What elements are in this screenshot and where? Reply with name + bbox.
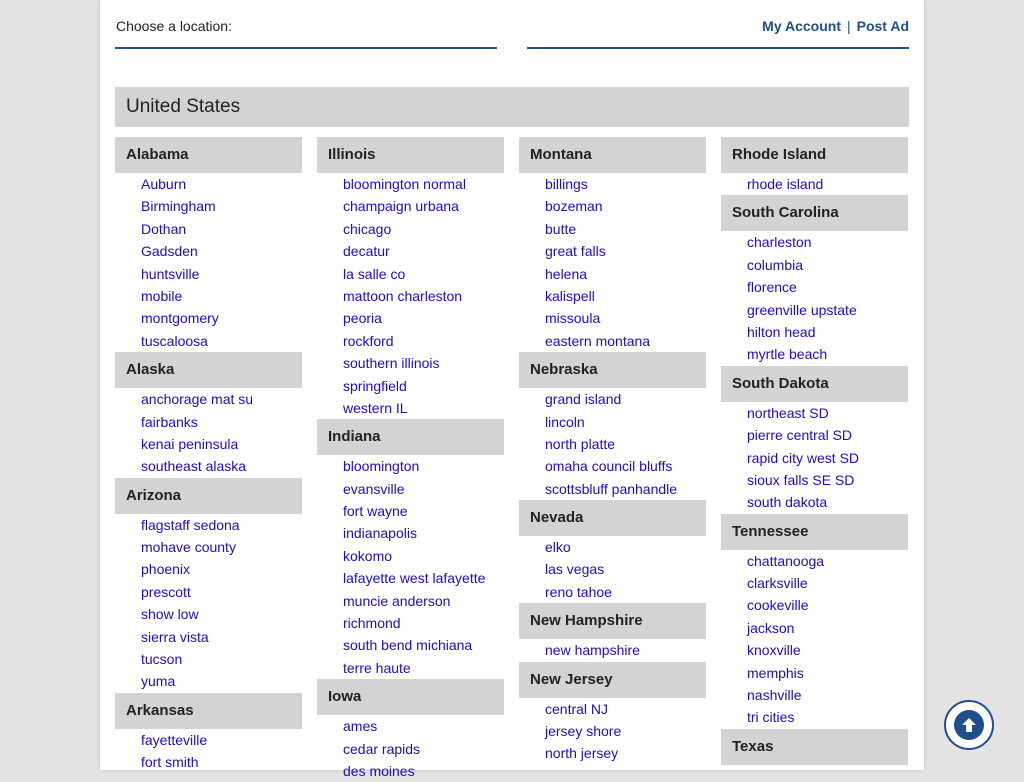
city-list	[317, 173, 504, 419]
city-list	[519, 536, 706, 603]
city-link[interactable]: bozeman	[545, 198, 603, 215]
city-link[interactable]: Auburn	[141, 176, 187, 192]
city-link[interactable]: jackson	[747, 619, 795, 636]
state-heading: Alabama	[115, 137, 302, 173]
city-list-item	[115, 670, 302, 692]
state-heading: Alaska	[115, 352, 302, 388]
account-bar	[527, 0, 909, 49]
city-list-item	[519, 639, 706, 661]
city-list-item	[721, 321, 908, 343]
state-heading: New Jersey	[519, 662, 706, 698]
city-link[interactable]: south bend michiana	[343, 637, 473, 654]
city-link[interactable]: yuma	[141, 673, 176, 690]
city-list-item	[721, 662, 908, 684]
city-link[interactable]: pierre central SD	[747, 427, 853, 444]
city-link[interactable]: cedar rapids	[343, 740, 421, 757]
city-link[interactable]: fort wayne	[343, 503, 408, 520]
city-link[interactable]: new hampshire	[545, 642, 640, 659]
city-list-item	[317, 330, 504, 352]
city-link[interactable]: columbia	[747, 256, 804, 273]
city-list	[317, 455, 504, 679]
city-list-item	[519, 581, 706, 603]
city-link[interactable]: montgomery	[141, 310, 219, 327]
city-list-item	[721, 572, 908, 594]
city-link[interactable]: elko	[545, 539, 571, 556]
city-list-item	[721, 684, 908, 706]
city-link[interactable]: las vegas	[545, 561, 605, 578]
city-link[interactable]: sioux falls SE SD	[747, 471, 855, 488]
city-link[interactable]: memphis	[747, 664, 804, 681]
city-list-item	[317, 352, 504, 374]
city-list-item	[721, 424, 908, 446]
city-link[interactable]: kenai peninsula	[141, 435, 239, 452]
city-link[interactable]: des moines	[343, 762, 415, 779]
city-link[interactable]: indianapolis	[343, 525, 417, 542]
city-list-item	[115, 603, 302, 625]
city-link[interactable]: mobile	[141, 287, 183, 304]
city-link[interactable]: mohave county	[141, 539, 236, 556]
city-list-item	[519, 455, 706, 477]
city-list-item	[115, 581, 302, 603]
city-list-item	[721, 594, 908, 616]
city-link[interactable]: fairbanks	[141, 413, 198, 430]
city-list	[721, 550, 908, 729]
state-heading: Iowa	[317, 679, 504, 715]
city-list-item	[519, 433, 706, 455]
city-link[interactable]: la salle co	[343, 265, 406, 282]
city-list	[721, 231, 908, 365]
state-column-1	[115, 137, 302, 774]
city-list-item	[519, 218, 706, 240]
city-list-item	[317, 760, 504, 782]
state-heading: New Hampshire	[519, 603, 706, 639]
state-column-4	[721, 137, 908, 765]
city-list-item	[721, 550, 908, 572]
my-account-link[interactable]: My Account	[762, 18, 841, 34]
city-link[interactable]: north jersey	[545, 745, 619, 762]
city-list-item	[115, 330, 302, 352]
city-list-item	[519, 720, 706, 742]
city-link[interactable]: helena	[545, 265, 588, 282]
city-list-item	[115, 514, 302, 536]
city-list-item	[317, 738, 504, 760]
city-link[interactable]: prescott	[141, 583, 191, 600]
city-link[interactable]: flagstaff sedona	[141, 516, 240, 533]
city-list-item	[519, 330, 706, 352]
city-link[interactable]: south dakota	[747, 494, 828, 511]
city-list-item	[519, 195, 706, 217]
city-link[interactable]: western IL	[343, 399, 408, 416]
city-link[interactable]: Dothan	[141, 220, 187, 237]
city-list-item	[317, 173, 504, 195]
city-link[interactable]: lincoln	[545, 413, 585, 430]
city-list-item	[721, 491, 908, 513]
city-list	[115, 388, 302, 478]
city-list-item	[519, 307, 706, 329]
city-list-item	[317, 375, 504, 397]
city-link[interactable]: show low	[141, 606, 199, 623]
city-list-item	[721, 402, 908, 424]
state-heading: South Dakota	[721, 366, 908, 402]
city-list-item	[115, 729, 302, 751]
city-list-item	[317, 240, 504, 262]
city-list-item	[721, 343, 908, 365]
city-link[interactable]: jersey shore	[545, 723, 622, 740]
city-list-item	[317, 307, 504, 329]
city-list-item	[115, 173, 302, 195]
city-list-item	[721, 299, 908, 321]
city-list-item	[519, 173, 706, 195]
city-list-item	[317, 612, 504, 634]
city-link[interactable]: southern illinois	[343, 355, 440, 372]
link-separator: |	[846, 18, 851, 34]
city-list-item	[519, 742, 706, 764]
city-list-item	[317, 590, 504, 612]
city-link[interactable]: tri cities	[747, 709, 795, 726]
city-link[interactable]: scottsbluff panhandle	[545, 480, 678, 497]
city-link[interactable]: richmond	[343, 615, 401, 632]
state-heading: Arkansas	[115, 693, 302, 729]
city-link[interactable]: missoula	[545, 310, 601, 327]
city-list-item	[317, 567, 504, 589]
city-link[interactable]: great falls	[545, 243, 606, 260]
state-heading: Nevada	[519, 500, 706, 536]
city-list-item	[115, 455, 302, 477]
state-heading: Illinois	[317, 137, 504, 173]
city-list-item	[115, 218, 302, 240]
city-list	[115, 173, 302, 352]
city-link[interactable]: decatur	[343, 243, 390, 260]
city-list-item	[317, 500, 504, 522]
city-link[interactable]: tuscaloosa	[141, 332, 208, 349]
city-list-item	[317, 263, 504, 285]
state-heading: Texas	[721, 729, 908, 765]
city-link[interactable]: huntsville	[141, 265, 200, 282]
city-link[interactable]: rhode island	[747, 176, 824, 192]
city-link[interactable]: central NJ	[545, 700, 609, 717]
city-list-item	[317, 634, 504, 656]
city-link[interactable]: clarksville	[747, 575, 808, 592]
state-column-2	[317, 137, 504, 782]
post-ad-link[interactable]: Post Ad	[856, 18, 909, 34]
city-list-item	[519, 698, 706, 720]
arrow-up-circle-icon	[954, 710, 984, 740]
city-list	[519, 388, 706, 500]
city-list-item	[317, 397, 504, 419]
city-list	[519, 173, 706, 352]
city-link[interactable]: hilton head	[747, 323, 816, 340]
city-link[interactable]: lafayette west lafayette	[343, 570, 486, 587]
city-list-item	[721, 617, 908, 639]
state-heading: South Carolina	[721, 195, 908, 231]
city-link[interactable]: fort smith	[141, 754, 199, 771]
state-heading: Indiana	[317, 419, 504, 455]
city-link[interactable]: sierra vista	[141, 628, 209, 645]
city-list-item	[519, 285, 706, 307]
city-list-item	[317, 478, 504, 500]
city-link[interactable]: peoria	[343, 310, 382, 327]
city-link[interactable]: phoenix	[141, 561, 191, 578]
city-list-item	[317, 195, 504, 217]
city-link[interactable]: north platte	[545, 435, 616, 452]
city-link[interactable]: nashville	[747, 687, 802, 704]
city-list-item	[721, 706, 908, 728]
city-link[interactable]: rockford	[343, 332, 394, 349]
city-list-item	[115, 751, 302, 773]
city-list-item	[317, 285, 504, 307]
city-link[interactable]: charleston	[747, 234, 812, 251]
city-list-item	[317, 545, 504, 567]
city-link[interactable]: billings	[545, 176, 588, 192]
scroll-to-top-button[interactable]	[944, 700, 994, 750]
city-list-item	[115, 626, 302, 648]
city-list-item	[115, 536, 302, 558]
city-list-item	[115, 195, 302, 217]
city-list	[317, 715, 504, 782]
city-list-item	[317, 455, 504, 477]
city-list-item	[115, 411, 302, 433]
city-link[interactable]: bloomington	[343, 458, 420, 475]
city-link[interactable]: champaign urbana	[343, 198, 459, 215]
city-link[interactable]: chicago	[343, 220, 392, 237]
city-list-item	[721, 254, 908, 276]
city-list-item	[519, 411, 706, 433]
city-link[interactable]: grand island	[545, 391, 622, 408]
city-link[interactable]: muncie anderson	[343, 592, 451, 609]
state-heading: Rhode Island	[721, 137, 908, 173]
city-list-item	[317, 715, 504, 737]
city-link[interactable]: reno tahoe	[545, 583, 612, 600]
country-heading: United States	[115, 87, 909, 127]
choose-location-label: Choose a location:	[116, 18, 232, 34]
city-list	[519, 639, 706, 661]
city-list-item	[317, 522, 504, 544]
city-link[interactable]: evansville	[343, 480, 405, 497]
city-link[interactable]: bloomington normal	[343, 176, 466, 192]
city-link[interactable]: mattoon charleston	[343, 287, 463, 304]
city-link[interactable]: omaha council bluffs	[545, 458, 673, 475]
city-list-item	[721, 173, 908, 195]
city-link[interactable]: rapid city west SD	[747, 449, 860, 466]
city-link[interactable]: Birmingham	[141, 198, 216, 215]
city-link[interactable]: cookeville	[747, 597, 809, 614]
city-link[interactable]: springfield	[343, 377, 407, 394]
city-list-item	[115, 263, 302, 285]
location-selector[interactable]	[115, 0, 497, 49]
city-link[interactable]: eastern montana	[545, 332, 651, 349]
city-link[interactable]: anchorage mat su	[141, 391, 254, 408]
state-heading: Montana	[519, 137, 706, 173]
city-link[interactable]: Gadsden	[141, 243, 198, 260]
city-list-item	[519, 240, 706, 262]
page	[100, 0, 924, 779]
account-links	[762, 18, 909, 34]
city-list	[721, 173, 908, 195]
state-heading: Arizona	[115, 478, 302, 514]
city-link[interactable]: terre haute	[343, 659, 411, 676]
city-list-item	[519, 536, 706, 558]
city-list-item	[721, 469, 908, 491]
state-heading: Nebraska	[519, 352, 706, 388]
city-list-item	[721, 447, 908, 469]
city-link[interactable]: ames	[343, 718, 378, 735]
city-list-item	[519, 558, 706, 580]
city-list-item	[115, 558, 302, 580]
city-link[interactable]: chattanooga	[747, 552, 825, 569]
city-list	[721, 402, 908, 514]
city-link[interactable]: northeast SD	[747, 404, 829, 421]
city-list-item	[115, 307, 302, 329]
city-link[interactable]: florence	[747, 279, 797, 296]
city-list-item	[115, 388, 302, 410]
city-link[interactable]: knoxville	[747, 642, 801, 659]
city-list-item	[519, 388, 706, 410]
city-list-item	[519, 478, 706, 500]
city-list-item	[115, 285, 302, 307]
city-link[interactable]: myrtle beach	[747, 346, 828, 363]
city-link[interactable]: butte	[545, 220, 577, 237]
city-list-item	[115, 433, 302, 455]
city-link[interactable]: tucson	[141, 651, 183, 668]
city-list-item	[317, 657, 504, 679]
city-list-item	[519, 263, 706, 285]
city-list	[115, 729, 302, 774]
state-column-3	[519, 137, 706, 765]
city-list	[115, 514, 302, 693]
city-link[interactable]: southeast alaska	[141, 458, 247, 475]
city-list-item	[317, 218, 504, 240]
city-list-item	[115, 648, 302, 670]
city-link[interactable]: greenville upstate	[747, 301, 857, 318]
state-heading: Tennessee	[721, 514, 908, 550]
city-list	[519, 698, 706, 765]
city-list-item	[721, 639, 908, 661]
city-list-item	[115, 240, 302, 262]
city-list-item	[721, 276, 908, 298]
city-link[interactable]: fayetteville	[141, 731, 208, 748]
city-list-item	[721, 231, 908, 253]
city-link[interactable]: kalispell	[545, 287, 595, 304]
city-link[interactable]: kokomo	[343, 547, 393, 564]
